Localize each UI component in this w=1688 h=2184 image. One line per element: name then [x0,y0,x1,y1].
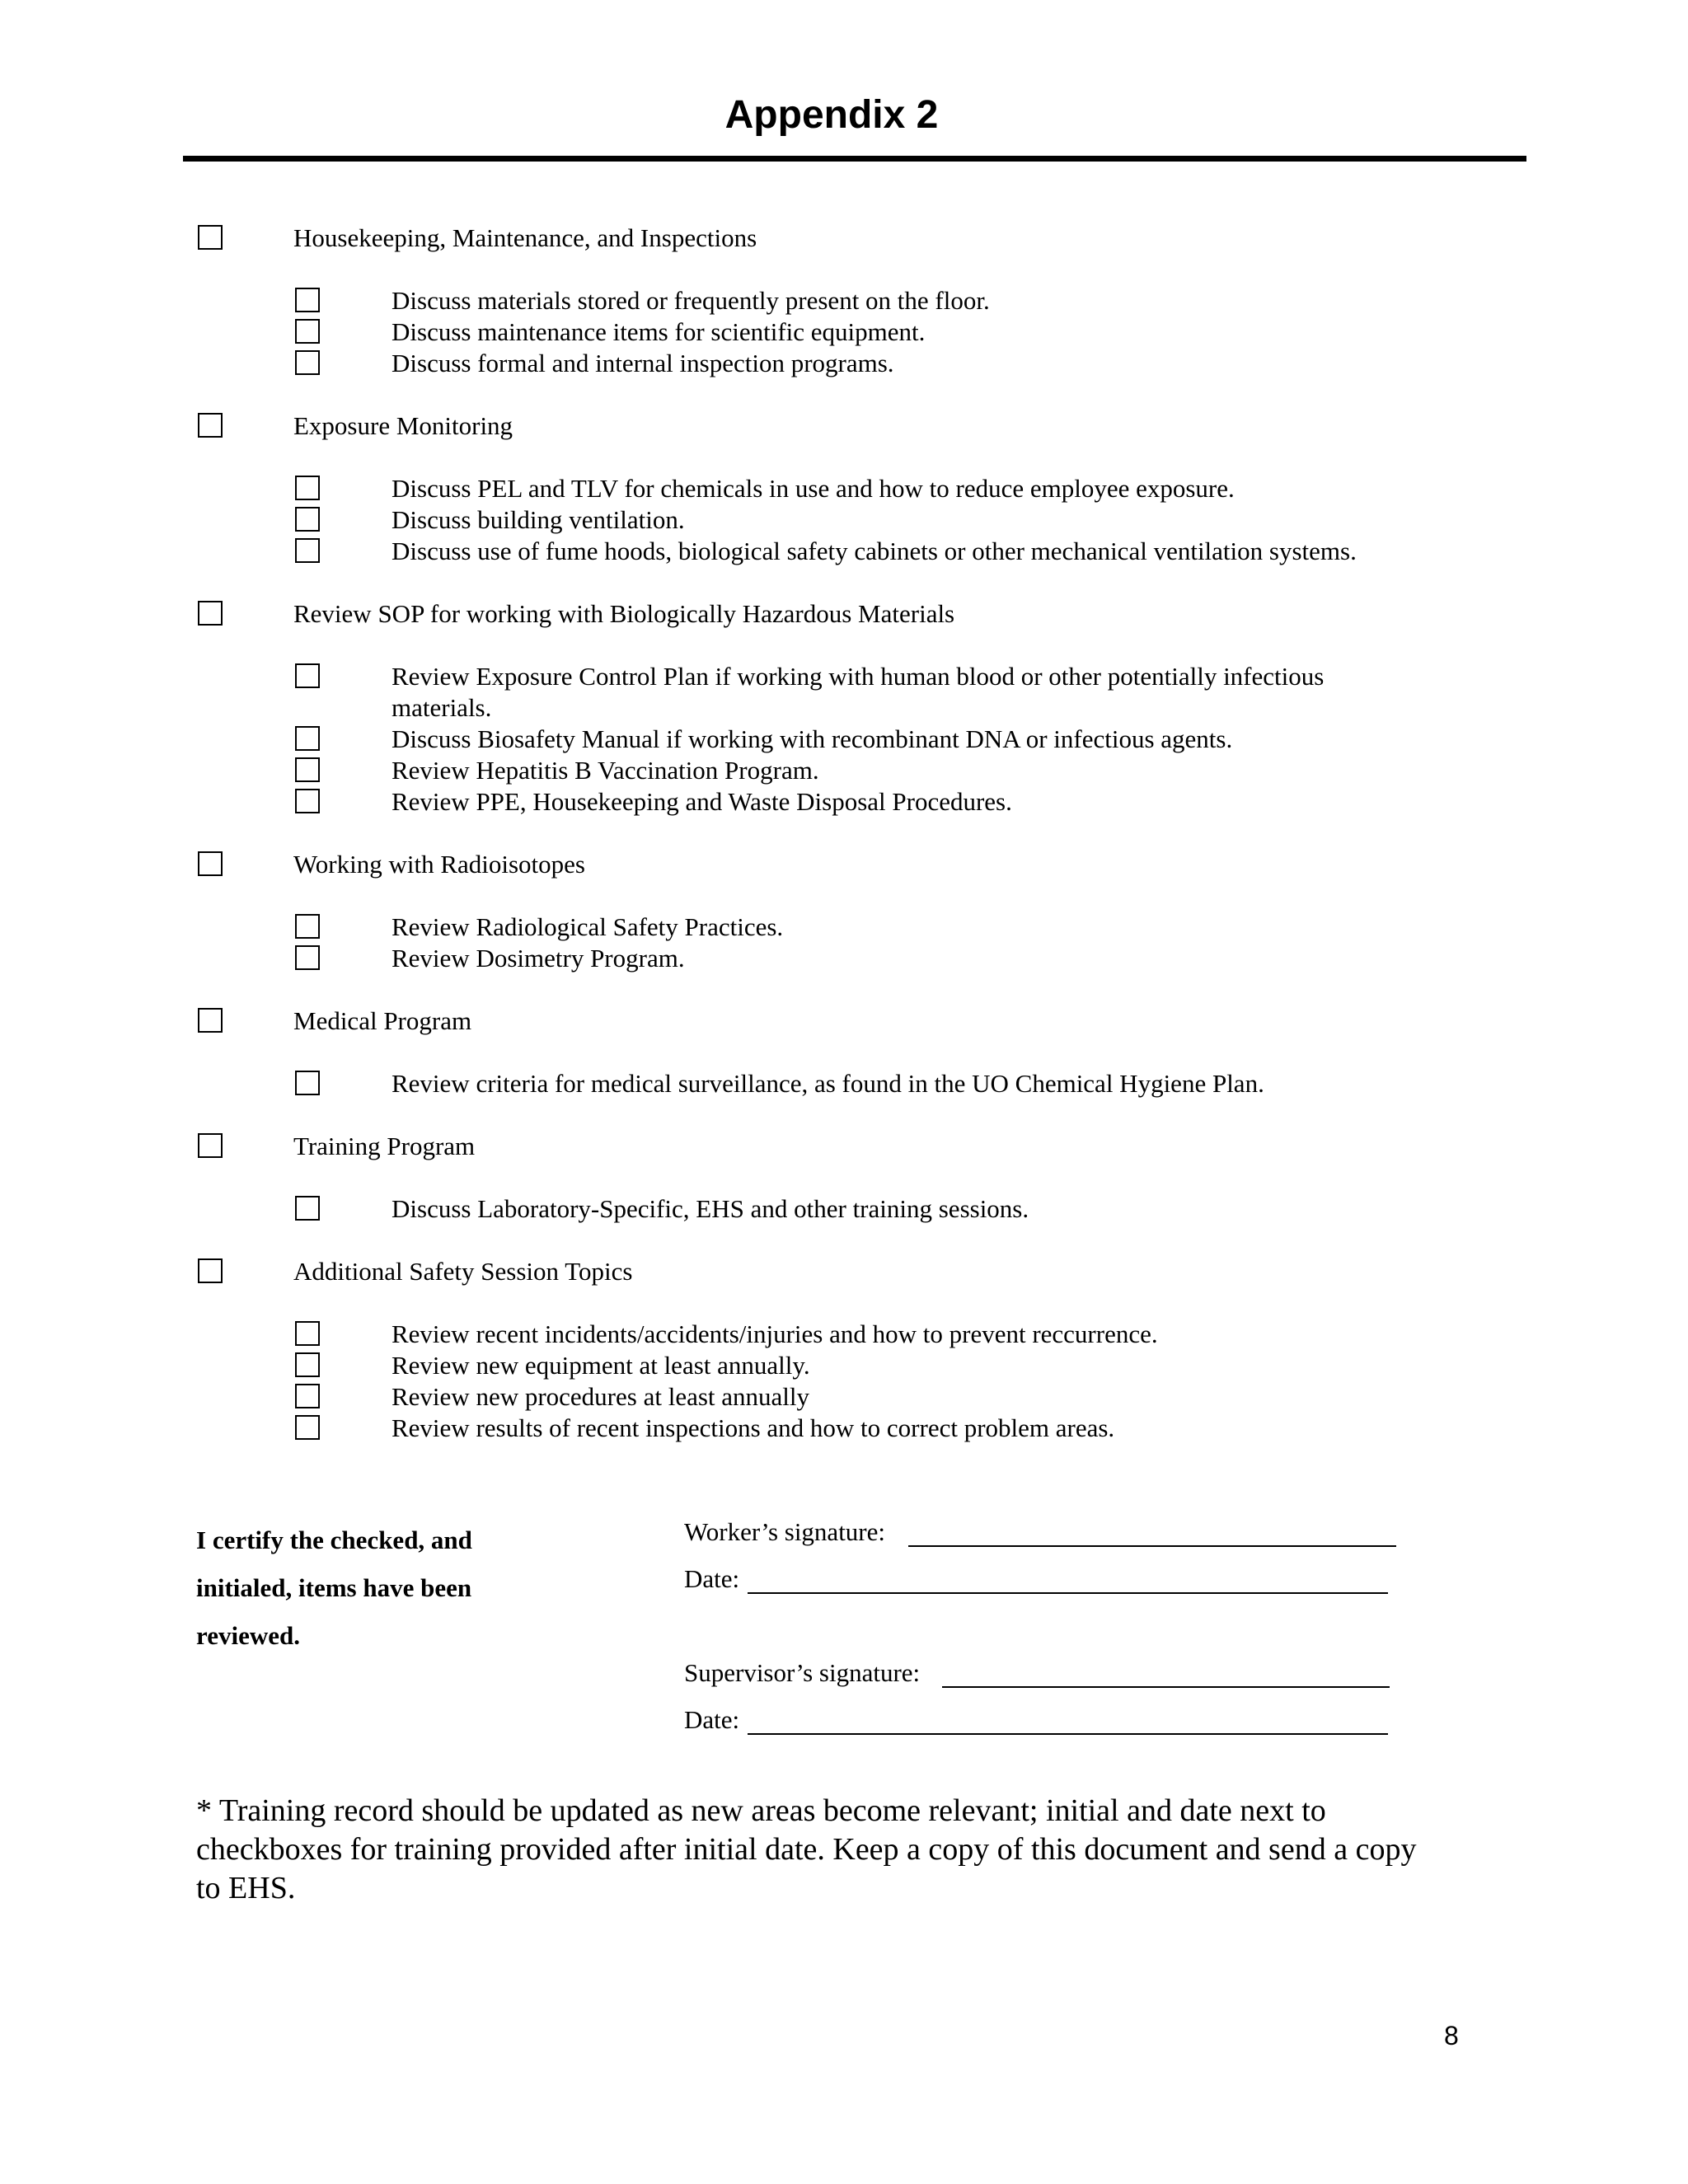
item-checkbox[interactable] [295,1196,320,1221]
item-text: Discuss use of fume hoods, biological safety cabinets or other mechanical ventilation systems. [392,537,1357,565]
item-text: Review criteria for medical surveillance, as found in the UO Chemical Hygiene Plan. [392,1069,1264,1098]
item-text: Discuss formal and internal inspection programs. [392,349,894,377]
section-checkbox[interactable] [198,1258,223,1283]
section-title: Working with Radioisotopes [293,850,585,879]
item-text: Review new procedures at least annually [392,1382,810,1411]
item-checkbox[interactable] [295,789,320,813]
item-text: Review Exposure Control Plan if working with human blood or other potentially infectious [392,662,1325,691]
section-checkbox[interactable] [198,225,223,250]
certification-statement: I certify the checked, and initialed, items have been reviewed. [196,1526,472,1650]
item-checkbox[interactable] [295,538,320,563]
section-checkbox[interactable] [198,413,223,438]
item-checkbox[interactable] [295,757,320,782]
item-checkbox[interactable] [295,1321,320,1346]
item-checkbox[interactable] [295,350,320,375]
item-text: Discuss building ventilation. [392,505,685,534]
item-checkbox[interactable] [295,507,320,532]
worker-signature-label: Worker’s signature: [684,1517,886,1546]
item-text: Review new equipment at least annually. [392,1351,810,1380]
section-title: Exposure Monitoring [293,411,513,440]
item-text: Discuss materials stored or frequently present on the floor. [392,286,990,315]
worker-date-label: Date: [684,1564,740,1593]
section-checkbox[interactable] [198,1133,223,1158]
item-text-continuation: materials. [392,693,492,722]
item-checkbox[interactable] [295,726,320,751]
item-text: Discuss Laboratory-Specific, EHS and other training sessions. [392,1194,1029,1223]
section-title: Review SOP for working with Biologically Hazardous Materials [293,599,955,628]
item-text: Review Radiological Safety Practices. [392,912,784,941]
item-text: Discuss maintenance items for scientific equipment. [392,317,926,346]
heading-rule [183,156,1526,162]
item-checkbox[interactable] [295,1415,320,1440]
section-checkbox[interactable] [198,601,223,626]
worker-signature-line[interactable] [908,1545,1396,1547]
item-checkbox[interactable] [295,1352,320,1377]
item-checkbox[interactable] [295,1384,320,1408]
item-text: Discuss PEL and TLV for chemicals in use and how to reduce employee exposure. [392,474,1235,503]
item-text: Review PPE, Housekeeping and Waste Disposal Procedures. [392,787,1012,816]
section-title: Housekeeping, Maintenance, and Inspections [293,223,757,252]
section-title: Training Program [293,1132,476,1160]
page-number: 8 [1444,2021,1459,2050]
item-checkbox[interactable] [295,914,320,939]
section-checkbox[interactable] [198,851,223,876]
training-record-note: * Training record should be updated as new areas become relevant; initial and date next to checkboxes for training provided after initial date. Keep a copy of this document and send a copy to EHS. [196,1793,1417,1905]
item-checkbox[interactable] [295,288,320,312]
section-title: Medical Program [293,1006,472,1035]
item-checkbox[interactable] [295,319,320,344]
supervisor-signature-label: Supervisor’s signature: [684,1658,921,1687]
item-checkbox[interactable] [295,1071,320,1095]
item-text: Review Dosimetry Program. [392,944,685,972]
item-checkbox[interactable] [295,476,320,500]
item-checkbox[interactable] [295,945,320,970]
item-text: Discuss Biosafety Manual if working with recombinant DNA or infectious agents. [392,724,1233,753]
supervisor-signature-line[interactable] [942,1686,1390,1688]
worker-date-line[interactable] [748,1592,1388,1594]
item-text: Review results of recent inspections and how to correct problem areas. [392,1413,1115,1442]
item-text: Review recent incidents/accidents/injuries and how to prevent reccurrence. [392,1319,1158,1348]
supervisor-date-label: Date: [684,1705,740,1734]
section-title: Additional Safety Session Topics [293,1257,633,1286]
section-checkbox[interactable] [198,1008,223,1033]
page-heading: Appendix 2 [724,93,939,137]
item-checkbox[interactable] [295,663,320,688]
item-text: Review Hepatitis B Vaccination Program. [392,756,819,785]
supervisor-date-line[interactable] [748,1733,1388,1735]
